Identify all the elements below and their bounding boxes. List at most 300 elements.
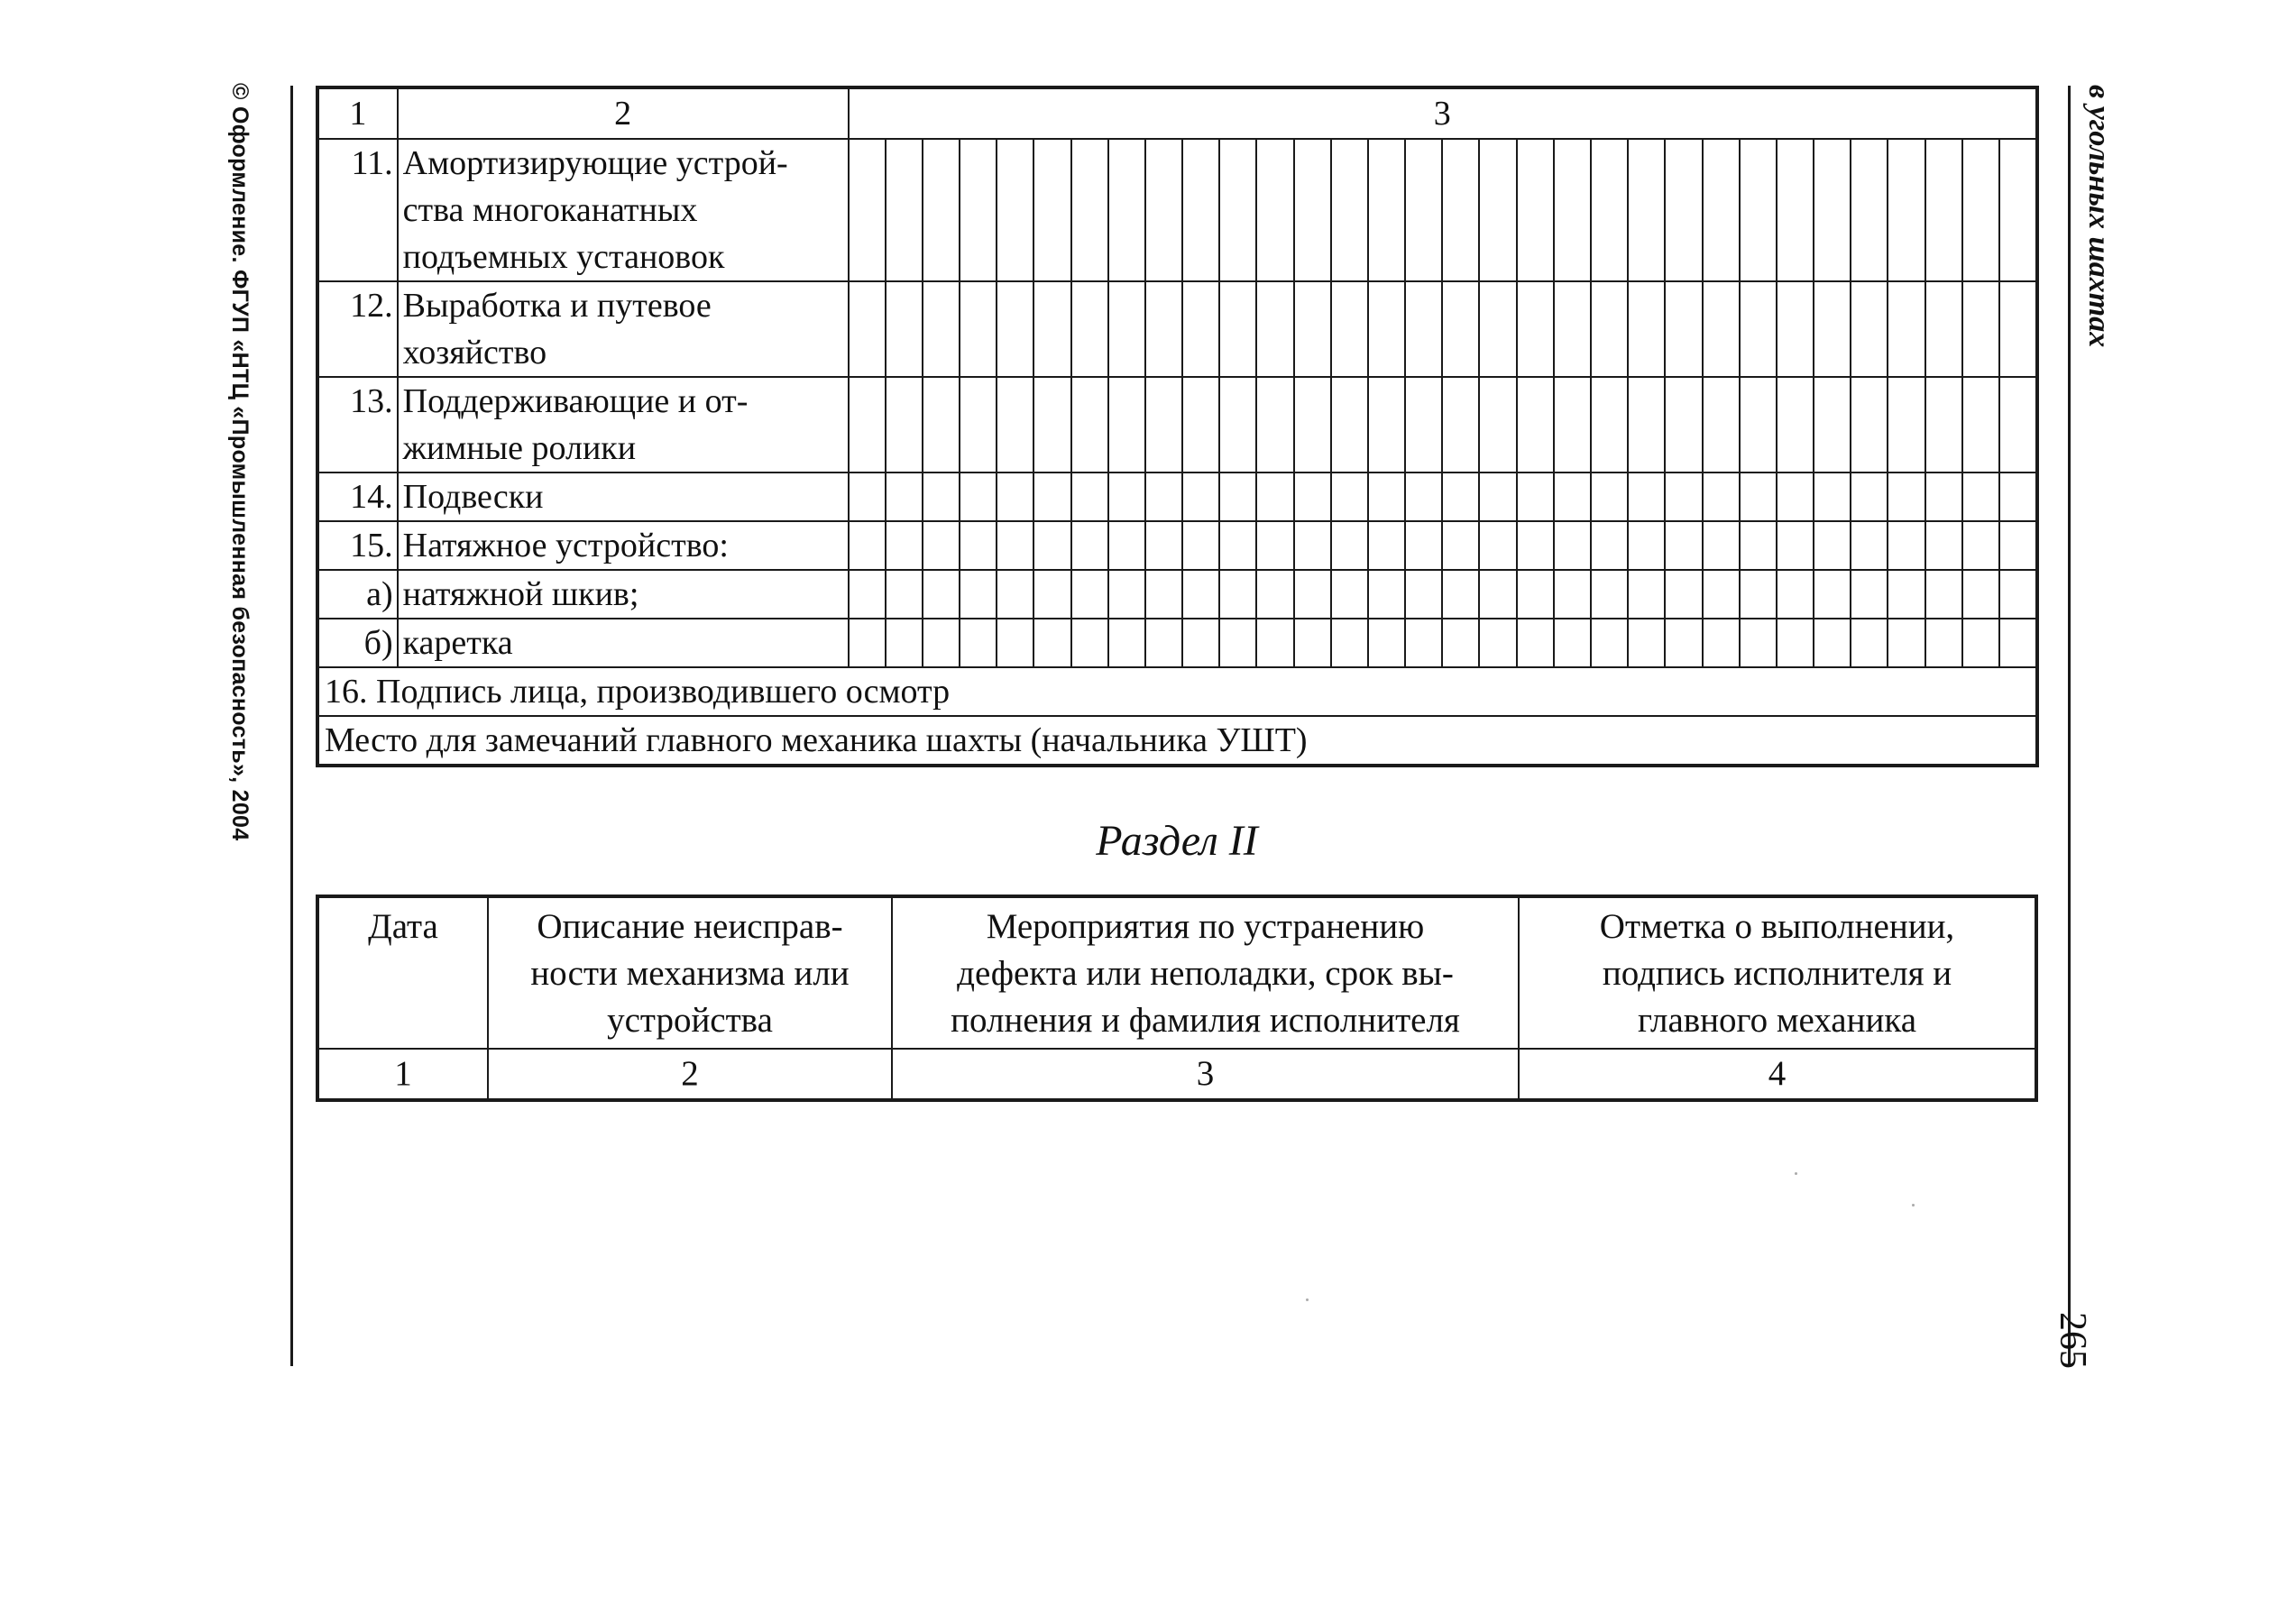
check-cell[interactable]: [1888, 473, 1925, 520]
check-cell[interactable]: [1963, 619, 2000, 666]
check-cell[interactable]: [997, 473, 1034, 520]
check-cell[interactable]: [1109, 378, 1146, 472]
check-cell[interactable]: [1332, 571, 1369, 618]
check-cell[interactable]: [997, 522, 1034, 569]
check-cell[interactable]: [1888, 378, 1925, 472]
check-cell[interactable]: [1443, 378, 1480, 472]
check-cell[interactable]: [1183, 571, 1220, 618]
check-grid: [849, 521, 2037, 570]
header-line: Мероприятия по устранению: [986, 907, 1425, 946]
check-cell[interactable]: [850, 571, 886, 618]
check-cell[interactable]: [997, 378, 1034, 472]
row-item-name: [398, 473, 849, 521]
check-cell[interactable]: [1518, 282, 1555, 376]
inspection-table: [316, 86, 2039, 767]
page-number: 265: [2052, 1312, 2093, 1369]
check-cell[interactable]: [1555, 473, 1592, 520]
check-cell[interactable]: [1963, 571, 2000, 618]
check-cell[interactable]: [1704, 619, 1741, 666]
check-cell[interactable]: [1072, 619, 1109, 666]
header-line: устройства: [607, 1001, 773, 1040]
row-item-name: [398, 521, 849, 570]
row-item-name: [398, 619, 849, 667]
check-cell[interactable]: [1926, 140, 1963, 280]
check-cell[interactable]: [1666, 619, 1703, 666]
check-cell[interactable]: [1592, 378, 1629, 472]
check-cell[interactable]: [1295, 282, 1332, 376]
check-cell[interactable]: [1778, 378, 1814, 472]
table-row: [317, 281, 2037, 377]
check-cell[interactable]: [1146, 140, 1183, 280]
check-cell[interactable]: [1926, 378, 1963, 472]
check-cell[interactable]: [960, 571, 997, 618]
check-cell[interactable]: [1369, 571, 1406, 618]
item-name-line: каретка: [402, 624, 513, 662]
check-cell[interactable]: [923, 522, 960, 569]
row-number: 15.: [317, 521, 398, 570]
check-cell[interactable]: [923, 282, 960, 376]
check-cell[interactable]: [1629, 619, 1666, 666]
check-cell[interactable]: [1888, 140, 1925, 280]
check-cell[interactable]: [1666, 282, 1703, 376]
copyright-sidebar: © Оформление. ФГУП «НТЦ «Промышленная безопасность», 2004: [227, 83, 253, 841]
check-cell[interactable]: [1592, 140, 1629, 280]
check-cell[interactable]: [1146, 571, 1183, 618]
check-cell[interactable]: [1109, 140, 1146, 280]
check-cell[interactable]: [960, 619, 997, 666]
check-cell[interactable]: [1295, 619, 1332, 666]
check-cell[interactable]: [1295, 571, 1332, 618]
check-cell[interactable]: [850, 282, 886, 376]
column-number-row: [317, 1049, 2036, 1100]
check-cell[interactable]: [960, 473, 997, 520]
check-cell[interactable]: [1257, 140, 1294, 280]
check-cell[interactable]: [1183, 473, 1220, 520]
check-cell[interactable]: [1555, 378, 1592, 472]
check-cell[interactable]: [886, 571, 923, 618]
check-cell[interactable]: [1146, 473, 1183, 520]
header-date: [317, 896, 488, 1049]
check-cell[interactable]: [1592, 571, 1629, 618]
row-item-name: [398, 281, 849, 377]
check-cell[interactable]: [1406, 140, 1443, 280]
check-cell[interactable]: [1963, 378, 2000, 472]
scan-speck: [1795, 1172, 1797, 1175]
check-cell[interactable]: [1443, 282, 1480, 376]
check-cell[interactable]: [1518, 378, 1555, 472]
check-cell[interactable]: [2000, 282, 2035, 376]
check-cell[interactable]: [1072, 282, 1109, 376]
check-grid: [849, 619, 2037, 667]
header-line: дефекта или неполадки, срок вы-: [957, 954, 1454, 993]
check-cell[interactable]: [1629, 140, 1666, 280]
col-number-4: 4: [1519, 1049, 2036, 1100]
check-cell[interactable]: [1295, 378, 1332, 472]
check-cell[interactable]: [923, 571, 960, 618]
check-cell[interactable]: [1851, 378, 1888, 472]
check-cell[interactable]: [1555, 571, 1592, 618]
check-cell[interactable]: [1851, 522, 1888, 569]
col-number-2: 2: [488, 1049, 892, 1100]
table-row: [317, 570, 2037, 619]
check-cell[interactable]: [1592, 473, 1629, 520]
check-cell[interactable]: [1926, 522, 1963, 569]
check-cell[interactable]: [1220, 378, 1257, 472]
check-cell[interactable]: [1369, 140, 1406, 280]
check-cell[interactable]: [1629, 378, 1666, 472]
check-cell[interactable]: [1480, 378, 1517, 472]
check-cell[interactable]: [960, 522, 997, 569]
check-cell[interactable]: [1146, 282, 1183, 376]
defects-table: [316, 895, 2038, 1102]
header-line: ности механизма или: [530, 954, 850, 993]
right-margin-rule: [2068, 86, 2071, 1366]
header-line: Описание неисправ-: [537, 907, 843, 946]
check-cell[interactable]: [1704, 282, 1741, 376]
check-cell[interactable]: [1072, 522, 1109, 569]
section-title: Раздел II: [1096, 817, 1258, 865]
check-cell[interactable]: [2000, 378, 2035, 472]
check-cell[interactable]: [1851, 140, 1888, 280]
header-line: Отметка о выполнении,: [1599, 907, 1955, 946]
check-cell[interactable]: [850, 473, 886, 520]
check-cell[interactable]: [1741, 571, 1778, 618]
item-name-line: Подвески: [402, 478, 544, 516]
check-cell[interactable]: [886, 140, 923, 280]
check-cell[interactable]: [1778, 571, 1814, 618]
row-item-name: [398, 377, 849, 473]
table-row: [317, 139, 2037, 281]
check-cell[interactable]: [1072, 140, 1109, 280]
signature-cell[interactable]: 16. Подпись лица, производившего осмотр: [317, 667, 2037, 716]
check-cell[interactable]: [1220, 571, 1257, 618]
check-cell[interactable]: [1480, 473, 1517, 520]
check-cell[interactable]: [1814, 619, 1851, 666]
row-item-name: [398, 570, 849, 619]
check-cell[interactable]: [1034, 140, 1071, 280]
check-cell[interactable]: [1220, 140, 1257, 280]
check-cell[interactable]: [1480, 571, 1517, 618]
check-grid: [849, 281, 2037, 377]
check-cell[interactable]: [1480, 522, 1517, 569]
check-cell[interactable]: [1778, 522, 1814, 569]
check-cell[interactable]: [1888, 619, 1925, 666]
col-header-1: 1: [317, 87, 398, 139]
check-cell[interactable]: [1592, 282, 1629, 376]
check-cell[interactable]: [1629, 571, 1666, 618]
check-cell[interactable]: [1629, 282, 1666, 376]
check-cell[interactable]: [1257, 282, 1294, 376]
remarks-row: [317, 716, 2037, 766]
check-cell[interactable]: [886, 378, 923, 472]
check-cell[interactable]: [1406, 571, 1443, 618]
check-cell[interactable]: [1741, 473, 1778, 520]
check-cell[interactable]: [1257, 619, 1294, 666]
check-cell[interactable]: [1369, 378, 1406, 472]
check-cell[interactable]: [886, 522, 923, 569]
table-row: [317, 473, 2037, 521]
check-cell[interactable]: [1406, 473, 1443, 520]
check-cell[interactable]: [1888, 571, 1925, 618]
check-cell[interactable]: [1518, 473, 1555, 520]
check-cell[interactable]: [1295, 522, 1332, 569]
scan-speck: [1306, 1298, 1309, 1301]
row-number: 11.: [317, 139, 398, 281]
check-cell[interactable]: [1369, 619, 1406, 666]
check-cell[interactable]: [923, 378, 960, 472]
check-cell[interactable]: [1926, 571, 1963, 618]
item-name-line: жимные ролики: [402, 429, 637, 467]
check-cell[interactable]: [1814, 140, 1851, 280]
check-cell[interactable]: [923, 619, 960, 666]
check-cell[interactable]: [1295, 140, 1332, 280]
check-cell[interactable]: [1851, 571, 1888, 618]
check-cell[interactable]: [1518, 140, 1555, 280]
check-cell[interactable]: [1332, 619, 1369, 666]
check-cell[interactable]: [1443, 571, 1480, 618]
scan-speck: [1912, 1204, 1915, 1207]
check-cell[interactable]: [1183, 522, 1220, 569]
check-cell[interactable]: [2000, 571, 2035, 618]
check-cell[interactable]: [1406, 522, 1443, 569]
check-cell[interactable]: [886, 619, 923, 666]
check-cell[interactable]: [1963, 522, 2000, 569]
check-cell[interactable]: [1072, 378, 1109, 472]
check-cell[interactable]: [1443, 522, 1480, 569]
check-cell[interactable]: [1443, 473, 1480, 520]
check-cell[interactable]: [1443, 619, 1480, 666]
check-cell[interactable]: [1220, 282, 1257, 376]
header-line: главного механика: [1637, 1001, 1917, 1040]
row-item-name: [398, 139, 849, 281]
check-cell[interactable]: [1146, 522, 1183, 569]
check-cell[interactable]: [1555, 619, 1592, 666]
check-cell[interactable]: [997, 282, 1034, 376]
check-cell[interactable]: [1741, 522, 1778, 569]
check-cell[interactable]: [923, 473, 960, 520]
check-cell[interactable]: [1555, 522, 1592, 569]
check-cell[interactable]: [1034, 282, 1071, 376]
table-row: [317, 619, 2037, 667]
check-cell[interactable]: [1963, 473, 2000, 520]
check-cell[interactable]: [1851, 619, 1888, 666]
check-cell[interactable]: [1666, 522, 1703, 569]
check-cell[interactable]: [1963, 140, 2000, 280]
check-cell[interactable]: [1146, 619, 1183, 666]
item-name-line: Выработка и путевое: [402, 287, 712, 325]
check-cell[interactable]: [1257, 378, 1294, 472]
check-cell[interactable]: [1109, 522, 1146, 569]
check-cell[interactable]: [1778, 473, 1814, 520]
col-number-3: 3: [892, 1049, 1519, 1100]
check-cell[interactable]: [1369, 282, 1406, 376]
check-cell[interactable]: [2000, 140, 2035, 280]
check-cell[interactable]: [1963, 282, 2000, 376]
check-cell[interactable]: [2000, 619, 2035, 666]
check-grid: [849, 377, 2037, 473]
check-cell[interactable]: [1480, 140, 1517, 280]
item-name-line: хозяйство: [402, 334, 547, 372]
col-number-1: 1: [317, 1049, 488, 1100]
header-line: подпись исполнителя и: [1602, 954, 1952, 993]
check-cell[interactable]: [1666, 140, 1703, 280]
check-cell[interactable]: [1109, 473, 1146, 520]
check-cell[interactable]: [1926, 282, 1963, 376]
row-number: 13.: [317, 377, 398, 473]
check-cell[interactable]: [960, 378, 997, 472]
header-line: полнения и фамилия исполнителя: [951, 1001, 1460, 1040]
check-cell[interactable]: [1741, 378, 1778, 472]
check-cell[interactable]: [997, 571, 1034, 618]
col-header-2: 2: [398, 87, 849, 139]
col-header-3: 3: [849, 87, 2037, 139]
check-cell[interactable]: [2000, 522, 2035, 569]
check-cell[interactable]: [1443, 140, 1480, 280]
check-cell[interactable]: [1888, 522, 1925, 569]
check-cell[interactable]: [1369, 522, 1406, 569]
check-cell[interactable]: [923, 140, 960, 280]
check-cell[interactable]: [1778, 619, 1814, 666]
check-cell[interactable]: [1295, 473, 1332, 520]
check-cell[interactable]: [1888, 282, 1925, 376]
check-cell[interactable]: [1406, 378, 1443, 472]
header-measures: [892, 896, 1519, 1049]
check-cell[interactable]: [850, 378, 886, 472]
check-cell[interactable]: [1778, 140, 1814, 280]
check-cell[interactable]: [2000, 473, 2035, 520]
check-cell[interactable]: [1704, 571, 1741, 618]
check-cell[interactable]: [1666, 571, 1703, 618]
check-cell[interactable]: [1183, 378, 1220, 472]
check-cell[interactable]: [1555, 282, 1592, 376]
check-cell[interactable]: [1220, 619, 1257, 666]
check-cell[interactable]: [1332, 522, 1369, 569]
check-cell[interactable]: [1109, 571, 1146, 618]
check-cell[interactable]: [1926, 473, 1963, 520]
check-cell[interactable]: [1183, 619, 1220, 666]
check-cell[interactable]: [1220, 522, 1257, 569]
check-cell[interactable]: [1034, 378, 1071, 472]
check-cell[interactable]: [1257, 522, 1294, 569]
check-cell[interactable]: [1814, 378, 1851, 472]
check-cell[interactable]: [1704, 522, 1741, 569]
check-grid: [849, 139, 2037, 281]
check-cell[interactable]: [1183, 140, 1220, 280]
check-cell[interactable]: [1704, 140, 1741, 280]
check-cell[interactable]: [1814, 282, 1851, 376]
check-cell[interactable]: [1034, 522, 1071, 569]
check-cell[interactable]: [1741, 140, 1778, 280]
check-cell[interactable]: [1851, 473, 1888, 520]
check-cell[interactable]: [1814, 571, 1851, 618]
check-cell[interactable]: [1183, 282, 1220, 376]
check-cell[interactable]: [960, 140, 997, 280]
check-cell[interactable]: [1034, 571, 1071, 618]
check-cell[interactable]: [1257, 473, 1294, 520]
check-cell[interactable]: [1518, 522, 1555, 569]
check-cell[interactable]: [1592, 619, 1629, 666]
check-cell[interactable]: [1629, 473, 1666, 520]
check-cell[interactable]: [850, 140, 886, 280]
running-header: в угольных шахтах: [2082, 85, 2116, 348]
check-cell[interactable]: [1109, 282, 1146, 376]
check-cell[interactable]: [850, 522, 886, 569]
row-number: а): [317, 570, 398, 619]
item-name-line: Натяжное устройство:: [402, 527, 729, 564]
check-cell[interactable]: [1332, 473, 1369, 520]
check-cell[interactable]: [1704, 473, 1741, 520]
item-name-line: ства многоканатных: [402, 191, 698, 229]
check-cell[interactable]: [1220, 473, 1257, 520]
check-cell[interactable]: [1146, 378, 1183, 472]
check-cell[interactable]: [1480, 282, 1517, 376]
check-cell[interactable]: [1666, 378, 1703, 472]
check-cell[interactable]: [1072, 571, 1109, 618]
table-row: [317, 521, 2037, 570]
item-name-line: подъемных установок: [402, 238, 725, 276]
check-cell[interactable]: [997, 140, 1034, 280]
check-cell[interactable]: [1778, 282, 1814, 376]
check-cell[interactable]: [1814, 473, 1851, 520]
table-header-row: [317, 87, 2037, 139]
item-name-line: Амортизирующие устрой-: [402, 144, 788, 182]
row-number: 14.: [317, 473, 398, 521]
check-cell[interactable]: [1034, 473, 1071, 520]
row-number: 12.: [317, 281, 398, 377]
signature-row: [317, 667, 2037, 716]
check-cell[interactable]: [1741, 619, 1778, 666]
check-cell[interactable]: [886, 282, 923, 376]
check-cell[interactable]: [850, 619, 886, 666]
check-cell[interactable]: [1629, 522, 1666, 569]
header-description: [488, 896, 892, 1049]
item-name-line: Поддерживающие и от-: [402, 382, 749, 420]
header-line: Дата: [368, 907, 438, 946]
check-cell[interactable]: [1332, 378, 1369, 472]
check-cell[interactable]: [1072, 473, 1109, 520]
check-cell[interactable]: [1518, 619, 1555, 666]
check-cell[interactable]: [1332, 282, 1369, 376]
check-cell[interactable]: [886, 473, 923, 520]
check-cell[interactable]: [1592, 522, 1629, 569]
check-cell[interactable]: [1704, 378, 1741, 472]
check-cell[interactable]: [1555, 140, 1592, 280]
check-cell[interactable]: [1369, 473, 1406, 520]
check-cell[interactable]: [1741, 282, 1778, 376]
check-cell[interactable]: [1109, 619, 1146, 666]
check-grid: [849, 570, 2037, 619]
row-number: б): [317, 619, 398, 667]
remarks-cell[interactable]: Место для замечаний главного механика шахты (начальника УШТ): [317, 716, 2037, 766]
item-name-line: натяжной шкив;: [402, 575, 639, 613]
check-cell[interactable]: [1480, 619, 1517, 666]
table-header-row: [317, 896, 2036, 1049]
check-cell[interactable]: [1406, 619, 1443, 666]
check-cell[interactable]: [1332, 140, 1369, 280]
check-cell[interactable]: [997, 619, 1034, 666]
table-row: [317, 377, 2037, 473]
left-margin-rule: [290, 86, 293, 1366]
check-cell[interactable]: [1814, 522, 1851, 569]
check-cell[interactable]: [1926, 619, 1963, 666]
check-cell[interactable]: [960, 282, 997, 376]
check-cell[interactable]: [1034, 619, 1071, 666]
check-cell[interactable]: [1518, 571, 1555, 618]
check-cell[interactable]: [1406, 282, 1443, 376]
check-cell[interactable]: [1257, 571, 1294, 618]
check-cell[interactable]: [1666, 473, 1703, 520]
check-cell[interactable]: [1851, 282, 1888, 376]
